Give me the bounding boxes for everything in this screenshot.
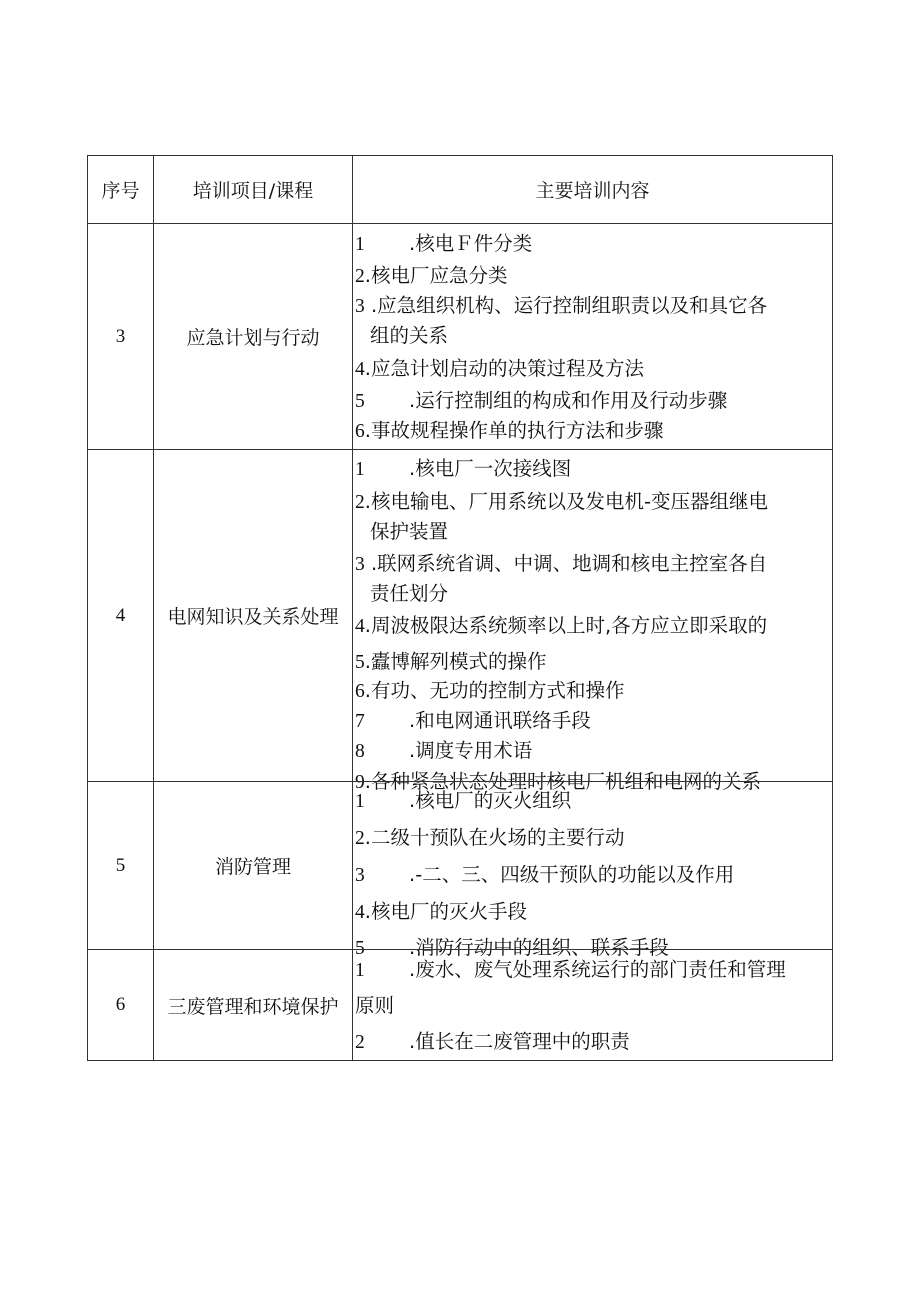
header-seq: 序号	[87, 156, 153, 223]
content-item: 3 .应急组织机构、运行控制组职责以及和具它各	[355, 294, 768, 317]
content-item: 1 .废水、废气处理系统运行的部门责任和管理	[355, 958, 786, 981]
content-item: 6.有功、无功的控制方式和操作	[355, 679, 625, 702]
content-item-continuation: 责任划分	[370, 582, 449, 605]
content-cell	[352, 782, 833, 959]
content-item: 8 .调度专用术语	[355, 739, 533, 762]
table-row	[87, 449, 833, 793]
content-item: 1 .核电Ｆ件分类	[355, 232, 533, 255]
course-name: 三废管理和环境保护	[153, 950, 352, 1060]
table-row	[87, 223, 833, 449]
content-item: 1 .核电厂一次接线图	[355, 457, 572, 480]
header-content: 主要培训内容	[352, 156, 833, 223]
table-header-row	[87, 155, 833, 223]
training-table	[87, 155, 833, 1061]
row-number: 4	[87, 450, 153, 781]
table-row	[87, 949, 833, 1061]
content-item-continuation: 保护装置	[370, 520, 449, 543]
content-item: 2.核电厂应急分类	[355, 264, 508, 287]
content-item: 4.核电厂的灭火手段	[355, 900, 527, 923]
content-item: 2.二级十预队在火场的主要行动	[355, 826, 625, 849]
content-item: 3 .联网系统省调、中调、地调和核电主控室各自	[355, 552, 768, 575]
row-number: 5	[87, 782, 153, 949]
course-name: 消防管理	[153, 782, 352, 949]
content-item: 9.各种紧急状态处理时核电厂机组和电网的关系	[355, 770, 761, 793]
content-item: 2 .值长在二废管理中的职责	[355, 1030, 630, 1053]
row-number: 6	[87, 950, 153, 1060]
header-course: 培训项目/课程	[153, 156, 352, 223]
content-item: 4.周波极限达系统频率以上时,各方应立即采取的	[355, 614, 768, 637]
row-number: 3	[87, 224, 153, 449]
content-item-continuation: 原则	[355, 994, 395, 1017]
content-item: 1 .核电厂的灭火组织	[355, 789, 572, 812]
content-cell	[352, 224, 833, 449]
content-item: 6.事故规程操作单的执行方法和步骤	[355, 419, 664, 442]
content-item: 5 .消防行动中的组织、联系手段	[355, 936, 669, 959]
content-cell	[352, 950, 833, 1060]
content-cell	[352, 450, 833, 793]
content-item: 7 .和电网通讯联络手段	[355, 709, 591, 732]
content-item: 4.应急计划启动的决策过程及方法	[355, 357, 644, 380]
course-name: 电网知识及关系处理	[153, 450, 352, 781]
content-item: 5 .运行控制组的构成和作用及行动步骤	[355, 389, 728, 412]
course-name: 应急计划与行动	[153, 224, 352, 449]
content-item: 2.核电输电、厂用系统以及发电机-变压器组继电	[355, 490, 768, 513]
content-item-continuation: 组的关系	[370, 324, 449, 347]
table-row	[87, 781, 833, 959]
content-item: 5.蠹博解列模式的操作	[355, 650, 547, 673]
content-item: 3 .-二、三、四级干预队的功能以及作用	[355, 863, 735, 886]
